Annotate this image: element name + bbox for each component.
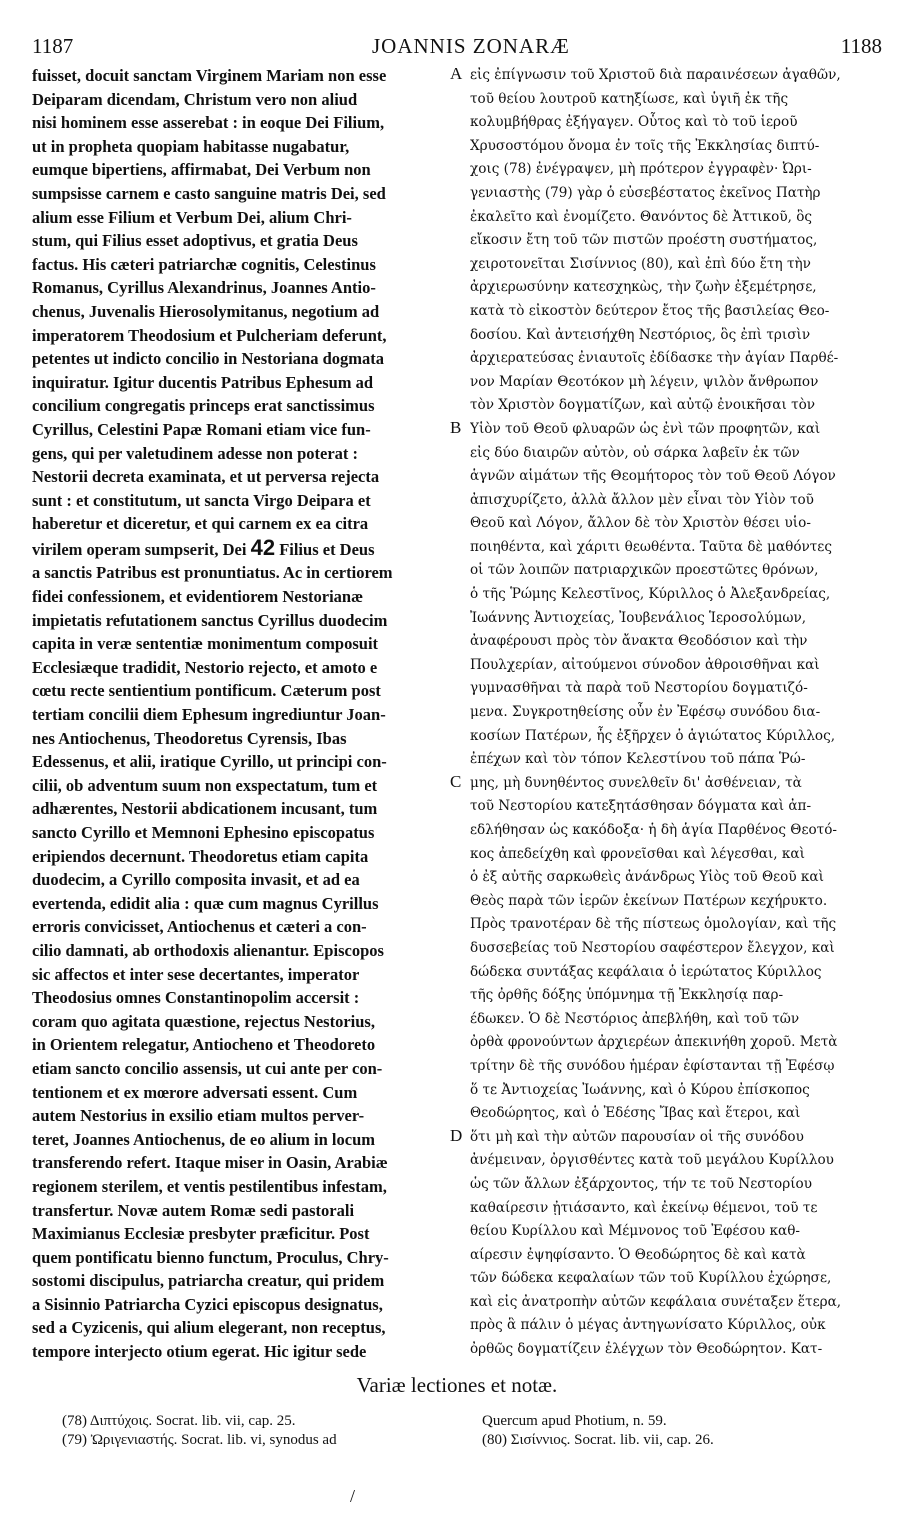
latin-text-line: petentes ut indicto concilio in Nestoriana dogmata — [32, 349, 384, 369]
latin-text-line: Romanus, Cyrillus Alexandrinus, Joannes Antio- — [32, 278, 376, 298]
latin-text-line: alium esse Filium et Verbum Dei, alium Chri- — [32, 207, 352, 227]
latin-text-line: a sanctis Patribus est pronuntiatus. Ac in certiorem — [32, 563, 393, 583]
margin-letter-b: B — [450, 418, 462, 437]
greek-text-line: Ἰωάννης Ἀντιοχείας, Ἰουβενάλιος Ἱεροσολύμων, — [470, 609, 807, 626]
greek-text-line: θείου Κυρίλλου καὶ Μέμνονος τοῦ Ἐφέσου καθ- — [470, 1223, 800, 1240]
greek-text-line: κατὰ τὸ εἰκοστὸν δεύτερον ἔτος τῆς βασιλείας Θεο- — [470, 302, 830, 319]
greek-text-line: πρὸς ἃ πάλιν ὁ μέγας ἀντηγωνίσατο Κύριλλος, οὐκ — [470, 1317, 826, 1334]
latin-text-line: duodecim, a Cyrillo composita invasit, et ad ea — [32, 870, 360, 890]
stray-mark: / — [350, 1486, 356, 1506]
greek-text-line: καθαίρεσιν ᾐτιάσαντο, καὶ ἐκείνῳ θέμενοι, τοῦ τε — [470, 1199, 818, 1216]
greek-text-line: ἀρχιερατεύσας ἐνιαυτοῖς ἐδίδασκε τὴν ἁγίαν Παρθέ- — [470, 350, 839, 367]
greek-text-line: δοσίου. Καὶ ἀντεισήχθη Νεστόριος, ὃς ἐπὶ τρισὶν — [470, 326, 811, 343]
latin-text-line: eripiendos decernunt. Theodoretus etiam capita — [32, 846, 369, 866]
greek-text-line: γενιαστὴς (79) γὰρ ὁ εὐσεβέστατος ἐκεῖνος Πατὴρ — [470, 184, 821, 201]
latin-text-line: regionem sterilem, et ventis pestilentibus infestam, — [32, 1176, 387, 1196]
latin-text-line: virilem operam sumpserit, Dei 42 Filius et Deus — [32, 535, 375, 560]
greek-text-line: Υἱὸν τοῦ Θεοῦ φλυαρῶν ὡς ἐνὶ τῶν προφητῶν, καὶ — [470, 420, 821, 437]
greek-text-line: εδλήθησαν ὡς κακόδοξα· ἡ δὴ ἁγία Παρθένος Θεοτό- — [470, 822, 837, 838]
greek-text-line: εἰς δύο διαιρῶν αὐτὸν, οὐ σάρκα λαβεῖν ἐκ τῶν — [470, 444, 800, 461]
greek-text-line: εἴκοσιν ἔτη τοῦ τῶν πιστῶν προέστη συστήματος, — [470, 232, 818, 249]
greek-text-line: Πρὸς τρανοτέραν δὲ τῆς πίστεως ὁμολογίαν, καὶ τῆς — [470, 916, 837, 933]
greek-text-line: οἱ τῶν λοιπῶν πατριαρχικῶν προεστῶτες θρόνων, — [470, 562, 819, 579]
latin-text-line: quem pontificatu bienno functum, Proculus, Chry- — [32, 1247, 389, 1267]
latin-text-line: sed a Cyzicenis, qui alium elegerant, non receptus, — [32, 1318, 386, 1338]
latin-text-line: stum, qui Filius esset adoptivus, et gratia Deus — [32, 231, 358, 251]
latin-text-line: etiam sancto concilio assensis, ut cui ante per con- — [32, 1058, 383, 1078]
margin-letter-a: A — [450, 64, 463, 83]
latin-text-line: Ecclesiæque tradidit, Nestorio rejecto, et amoto e — [32, 657, 378, 677]
latin-text-line: a Sisinnio Patriarcha Cyzici episcopus designatus, — [32, 1294, 383, 1314]
latin-text-line: Nestorii decreta examinata, et ut perversa rejecta — [32, 467, 380, 487]
greek-text-line: χοις (78) ἐνέγραψεν, μὴ πρότερον ἐγγραφὲν· Ὠρι- — [470, 161, 812, 178]
footnote-line: (78) Διπτύχοις. Socrat. lib. vii, cap. 25. — [62, 1413, 296, 1429]
greek-text-line: τρίτην δὲ τῆς συνόδου ἡμέραν ἐφίστανται τῇ Ἐφέσῳ — [470, 1057, 835, 1074]
latin-text-line: Cyrillus, Celestini Papæ Romani etiam vice fun- — [32, 419, 371, 439]
latin-text-line: sunt : et constitutum, ut sancta Virgo Deipara et — [32, 490, 371, 510]
latin-text-line: fuisset, docuit sanctam Virginem Mariam non esse — [32, 66, 387, 85]
greek-text-line: τοῦ θείου λουτροῦ κατηξίωσε, καὶ ὑγιῆ ἐκ τῆς — [470, 90, 789, 107]
latin-text-line: cœtu recte sentientium pontificum. Cæterum post — [32, 681, 381, 701]
greek-text-line: κος ἀπεδείχθη καὶ φρονεῖσθαι καὶ λέγεσθαι, καὶ — [470, 845, 805, 862]
greek-text-line: ὀρθὰ φρονούντων ἀρχιερέων ἀπεκινήθη χοροῦ. Μετὰ — [470, 1034, 838, 1051]
greek-text-line: καὶ εἰς ἀνατροπὴν αὐτῶν κεφάλαια συνέταξεν ἕτερα, — [470, 1293, 842, 1310]
right-page-number: 1188 — [840, 34, 882, 58]
latin-text-line: haberetur et diceretur, et qui carnem ex ea citra — [32, 514, 369, 534]
latin-text-line: gens, qui per valetudinem adesse non poterat : — [32, 443, 359, 463]
latin-text-line: Deiparam dicendam, Christum vero non aliud — [32, 89, 358, 109]
greek-text-line: δώδεκα συντάξας κεφάλαια ὁ ἱερώτατος Κύριλλος — [470, 963, 822, 980]
latin-text-line: tertiam concilii diem Ephesum ingrediuntur Joan- — [32, 705, 386, 725]
running-title: JOANNIS ZONARÆ — [372, 34, 570, 58]
greek-text-line: ποιηθέντα, καὶ χάριτι θεωθέντα. Ταῦτα δὲ μαθόντες — [470, 538, 832, 555]
greek-text-line: ὅ τε Ἀντιοχείας Ἰωάννης, καὶ ὁ Κύρου ἐπίσκοπος — [470, 1081, 810, 1098]
latin-text-line: erroris convicisset, Antiochenus et cæteri a con- — [32, 917, 367, 937]
greek-text-line: Πουλχερίαν, αἰτούμενοι σύνοδον ἀθροισθῆναι καὶ — [470, 656, 820, 673]
greek-text-line: νον Μαρίαν Θεοτόκον μὴ λέγειν, ψιλὸν ἄνθρωπον — [470, 373, 819, 390]
greek-text-line: έδωκεν. Ὁ δὲ Νεστόριος ἀπεβλήθη, καὶ τοῦ τῶν — [470, 1010, 800, 1027]
page-header — [32, 34, 882, 64]
latin-text-line: concilium congregatis princeps erat sanctissimus — [32, 396, 375, 416]
latin-text-line: capita in veræ sententiæ monimentum composuit — [32, 634, 379, 654]
latin-text-line: factus. His cæteri patriarchæ cognitis, Celestinus — [32, 254, 376, 274]
greek-text-line: χειροτονεῖται Σισίννιος (80), καὶ ἐπὶ δύο ἔτη τὴν — [470, 255, 811, 272]
greek-text-line: ἁγνῶν αἱμάτων τῆς Θεομήτορος τὸν τοῦ Θεοῦ Λόγον — [470, 468, 836, 485]
notes-title: Variæ lectiones et notæ. — [356, 1373, 558, 1397]
left-page-number: 1187 — [32, 34, 74, 58]
latin-text-line: cilii, ob adventum suum non exspectatum, tum et — [32, 775, 378, 795]
greek-text-line: αίρεσιν ἐψηφίσαντο. Ὁ Θεοδώρητος δὲ καὶ κατὰ — [470, 1246, 806, 1263]
greek-text-line: γυμνασθῆναι τὰ παρὰ τοῦ Νεστορίου δογματιζό- — [470, 680, 808, 697]
greek-text-line: ὡς τῶν ἄλλων ἐξάρχοντος, τήν τε τοῦ Νεστορίου — [470, 1175, 813, 1192]
latin-text-line: impietatis refutationem sanctus Cyrillus duodecim — [32, 610, 388, 630]
greek-text-line: Χρυσοστόμου ὄνομα ἐν τοῖς τῆς Ἐκκλησίας διπτύ- — [470, 137, 820, 154]
latin-text-line: transferendo refert. Itaque miser in Oasin, Arabiæ — [32, 1153, 388, 1173]
latin-text-line: cilio damnati, ab orthodoxis alienantur. Episcopos — [32, 940, 384, 960]
latin-text-line: autem Nestorius in exsilio etiam multos perver- — [32, 1106, 365, 1126]
latin-text-line: tentionem et ex mœrore adversati essent. Cum — [32, 1082, 358, 1102]
notes-left-column — [62, 1412, 462, 1450]
latin-text-line: Maximianus Ecclesiæ presbyter præficitur. Post — [32, 1224, 370, 1244]
notes-right-column — [482, 1412, 892, 1450]
footnote-line: (80) Σισίννιος. Socrat. lib. vii, cap. 26. — [482, 1432, 714, 1448]
greek-text-line: δυσσεβείας τοῦ Νεστορίου σαφέστερον ἔλεγχον, καὶ — [470, 939, 835, 956]
footnote-line: Quercum apud Photium, n. 59. — [482, 1413, 667, 1429]
latin-column — [32, 64, 444, 1364]
greek-text-line: εἰς ἐπίγνωσιν τοῦ Χριστοῦ διὰ παραινέσεων ἀγαθῶν, — [470, 67, 841, 83]
latin-text-line: coram quo agitata quæstione, rejectus Nestorius, — [32, 1011, 375, 1031]
latin-text-line: transfertur. Novæ autem Romæ sedi pastorali — [32, 1200, 355, 1220]
greek-text-line: μενα. Συγκροτηθείσης οὖν ἐν Ἐφέσῳ συνόδου δια- — [470, 704, 821, 721]
greek-text-line: τοῦ Νεστορίου κατεξητάσθησαν δόγματα καὶ ἀπ- — [470, 798, 812, 815]
margin-letter-d: D — [450, 1126, 463, 1145]
greek-text-line: Θεοδώρητος, καὶ ὁ Ἐδέσης Ἴβας καὶ ἕτεροι, καὶ — [470, 1105, 801, 1122]
latin-text-line: sancto Cyrillo et Memnoni Ephesino episcopatus — [32, 823, 375, 842]
latin-text-line: in Orientem relegatur, Antiocheno et Theodoreto — [32, 1035, 376, 1055]
latin-text-line: Theodosius omnes Constantinopolim accersit : — [32, 988, 360, 1008]
greek-text-line: ὁ τῆς Ῥώμης Κελεστῖνος, Κύριλλος ὁ Ἀλεξανδρείας, — [470, 586, 831, 603]
footnote-line: (79) Ὠριγενιαστής. Socrat. lib. vi, synodus ad — [62, 1432, 337, 1448]
latin-text-line: nisi hominem esse asserebat : in eoque Dei Filium, — [32, 113, 385, 133]
latin-text-line: fidei confessionem, et evidentiorem Nestorianæ — [32, 587, 364, 607]
margin-letter-c: C — [450, 772, 462, 791]
greek-text-line: ἀρχιερωσύνην κατεσχηκὼς, τὴν ζωὴν ἐξεμέτρησε, — [470, 279, 817, 296]
greek-text-line: ἐκαλεῖτο καὶ ἐνομίζετο. Θανόντος δὲ Ἀττικοῦ, ὃς — [470, 208, 813, 225]
latin-text-line: chenus, Juvenalis Hierosolymitanus, negotium ad — [32, 301, 380, 321]
greek-text-line: Θεὸς παρὰ τῶν ἱερῶν ἐκείνων Πατέρων κεχήρυκτο. — [470, 892, 828, 909]
latin-text-line: sostomi discipulus, patriarcha creatur, qui pridem — [32, 1271, 385, 1291]
greek-text-line: ὀρθῶς δογματίζειν ἐλέγχων τὸν Θεοδώρητον. Κατ- — [470, 1341, 823, 1358]
latin-text-line: eumque bipertiens, affirmabat, Dei Verbum non — [32, 160, 371, 180]
greek-text-line: Θεοῦ καὶ Λόγον, ἄλλον δὲ τὸν Χριστὸν θέσει υἱο- — [470, 515, 811, 532]
greek-text-line: τῆς ὀρθῆς δόξης ὑπόμνημα τῇ Ἐκκλησίᾳ παρ- — [470, 987, 784, 1004]
latin-text-line: teret, Joannes Antiochenus, de eo alium in locum — [32, 1129, 375, 1149]
column-number: 42 — [250, 535, 276, 560]
greek-text-line: τῶν δώδεκα κεφαλαίων τῶν τοῦ Κυρίλλου ἐχώρησε, — [470, 1270, 832, 1287]
greek-text-line: ὅτι μὴ καὶ τὴν αὐτῶν παρουσίαν οἱ τῆς συνόδου — [470, 1128, 804, 1145]
latin-text-line: ut in propheta quopiam habitasse nugabatur, — [32, 136, 350, 156]
greek-text-line: ἀνέμειναν, ὀργισθέντες κατὰ τοῦ μεγάλου Κυρίλλου — [470, 1152, 834, 1169]
greek-text-line: ὁ ἐξ αὐτῆς σαρκωθεὶς ἀνάνδρως Υἱὸς τοῦ Θεοῦ καὶ — [470, 869, 824, 886]
latin-text-line: sic affectos et inter sese decertantes, imperator — [32, 964, 360, 984]
latin-text-line: imperatorem Theodosium et Pulcheriam deferunt, — [32, 325, 387, 345]
latin-text-line: inquiratur. Igitur ducentis Patribus Ephesum ad — [32, 372, 374, 392]
latin-text-line: evertenda, edidit alia : quæ cum magnus Cyrillus — [32, 893, 379, 913]
greek-text-line: μης, μὴ δυνηθέντος συνελθεῖν δι' ἀσθένειαν, τὰ — [470, 774, 802, 791]
latin-text-line: Edessenus, et alii, iratique Cyrillo, ut principi con- — [32, 752, 387, 772]
greek-text-line: ἐπέχων καὶ τὸν τόπον Κελεστίνου τοῦ πάπα Ῥώ- — [470, 751, 806, 768]
greek-text-line: κοσίων Πατέρων, ἧς ἐξῆρχεν ὁ ἁγιώτατος Κύριλλος, — [470, 727, 836, 744]
latin-text-line: nes Antiochenus, Theodoretus Cyrensis, Ibas — [32, 728, 347, 748]
greek-text-line: ἀναφέρουσι πρὸς τὸν ἄνακτα Θεοδόσιον καὶ τὴν — [470, 633, 808, 650]
greek-text-line: τὸν Χριστὸν δογματίζων, καὶ αὐτῷ ἐνοικῆσαι τὸν — [470, 397, 816, 414]
latin-text-line: tempore interjecto otium egerat. Hic igitur sede — [32, 1342, 367, 1362]
latin-text-line: sumpsisse carnem e casto sanguine matris Dei, sed — [32, 183, 386, 203]
greek-text-line: ἀπισχυρίζετο, ἀλλὰ ἄλλον μὲν εἶναι τὸν Υἱὸν τοῦ — [470, 491, 814, 508]
latin-text-line: adhærentes, Nestorii abdicationem incusant, tum — [32, 799, 378, 819]
greek-text-line: κολυμβήθρας ἐξήγαγεν. Οὗτος καὶ τὸ τοῦ ἱεροῦ — [470, 114, 798, 131]
greek-column — [470, 64, 880, 1362]
